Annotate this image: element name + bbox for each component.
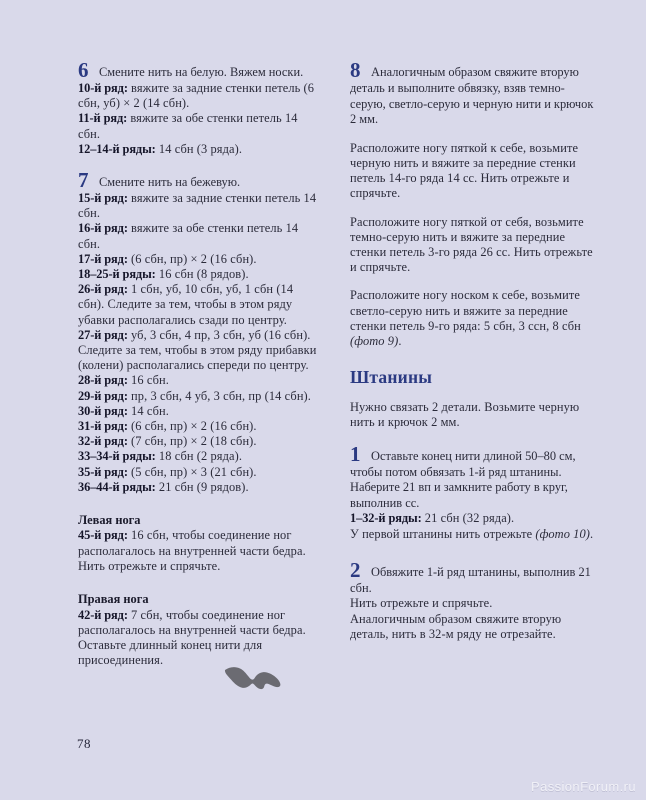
row-label: 10-й ряд: (78, 81, 128, 95)
spacer (350, 202, 594, 215)
shtaniny-step-2-intro (350, 557, 594, 597)
step-8-paragraph-photo (350, 288, 594, 349)
row-label: 15-й ряд: (78, 191, 128, 206)
step-6-intro-text: Смените нить на белую. Вяжем носки. (99, 65, 304, 79)
row-entry (78, 111, 322, 141)
spacer (78, 574, 322, 592)
paragraph-main-text: Расположите ногу носком к себе, возьмите светло-серую нить и вяжите за передние стенки петель 9-го ряда: 5 сбн, 3 ссн, 8 сбн (350, 288, 581, 333)
paragraph-end: . (590, 526, 594, 541)
shtaniny-intro: Нужно связать 2 детали. Возьмите черную нить и крючок 2 мм. (350, 400, 580, 430)
page-number: 78 (77, 736, 91, 751)
row-entry (78, 465, 322, 480)
right-column (350, 60, 594, 660)
spacer (350, 349, 594, 367)
step-8-intro (350, 60, 594, 128)
spacer (350, 387, 594, 400)
left-leg-block (78, 513, 322, 574)
row-text: вяжите за задние стенки петель (6 сбн, уб) × 2 (14 сбн). (78, 81, 315, 111)
row-label: 36–44-й ряды: (78, 479, 156, 494)
right-leg-extra: Оставьте длинный конец нити для присоединения. (78, 637, 263, 668)
row-label: 31-й ряд: (78, 419, 128, 434)
right-leg-heading: Правая нога (78, 592, 149, 607)
row-text: 16 сбн. (127, 373, 169, 388)
shtaniny-step-block-2 (350, 557, 594, 642)
row-entry (78, 449, 322, 464)
shtaniny-step-2-line: Нить отрежьте и спрячьте. (350, 596, 493, 611)
row-text: 21 сбн (9 рядов). (155, 479, 249, 494)
row-text: (6 сбн, пр) × 2 (16 сбн). (127, 419, 257, 434)
row-entry (78, 328, 322, 374)
spacer (78, 495, 322, 513)
shtaniny-step-2-line: Аналогичным образом свяжите вторую деталь, нить в 32-м ряду не отрезайте. (350, 611, 562, 641)
row-label: 27-й ряд: (78, 327, 128, 342)
photo-reference: (фото 10) (535, 526, 591, 541)
row-entry (78, 252, 322, 267)
step-8-paragraph: Расположите ногу пяткой от себя, возьмите темно-серую нить и вяжите за передние стенки петель 3-го ряда 26 сс. Нить отрежьте и спрячьте. (350, 214, 593, 275)
row-label: 30-й ряд: (78, 403, 128, 418)
row-entry (78, 282, 322, 328)
spacer (350, 128, 594, 141)
row-entry (78, 419, 322, 434)
right-leg-block (78, 592, 322, 668)
photo-reference: (фото 9) (350, 334, 399, 349)
row-label: 42-й ряд: (78, 607, 128, 622)
step-block-8 (350, 60, 594, 128)
paragraph-end: . (398, 334, 402, 349)
row-label: 11-й ряд: (78, 111, 128, 126)
step-number-1: 1 (350, 441, 361, 466)
row-label: 16-й ряд: (78, 221, 128, 236)
shtaniny-step-1-intro (350, 441, 594, 512)
step-6-intro (78, 60, 322, 81)
step-number-7: 7 (78, 168, 89, 193)
shtaniny-step-1-after (350, 527, 594, 542)
row-entry (78, 389, 322, 404)
paragraph-main-text: У первой штанины нить отрежьте (350, 526, 536, 541)
row-entry (78, 404, 322, 419)
row-entry (78, 608, 322, 638)
row-text: 18 сбн (2 ряда). (155, 449, 243, 464)
row-text: пр, 3 сбн, 4 уб, 3 сбн, пр (14 сбн). (127, 388, 311, 403)
row-label: 45-й ряд: (78, 528, 128, 543)
step-number-2: 2 (350, 557, 361, 582)
row-text: 1 сбн, уб, 10 сбн, уб, 1 сбн (14 сбн). Следите за тем, чтобы в этом ряду убавки располагались сзади по центру. (78, 282, 294, 327)
left-column (78, 58, 322, 668)
row-entry (350, 511, 594, 526)
shtaniny-step-block-1 (350, 441, 594, 542)
step-number-8: 8 (350, 58, 361, 82)
step-7-intro-text: Смените нить на бежевую. (99, 175, 241, 190)
row-entry (78, 373, 322, 388)
row-text: 16 сбн (8 рядов). (155, 267, 249, 282)
step-number-6: 6 (78, 58, 89, 82)
row-text: 16 сбн, чтобы соединение ног располагалось на внутренней части бедра. (78, 528, 306, 558)
row-entry (78, 142, 322, 157)
row-text: вяжите за задние стенки петель 14 сбн. (78, 191, 317, 221)
row-entry (78, 221, 322, 251)
shtaniny-step-1-intro-text: Оставьте конец нити длиной 50–80 см, чтобы потом обвязать 1-й ряд штанины. Наберите 21 вп и замкните работу в круг, выполнив сс. (350, 448, 576, 510)
spacer (350, 275, 594, 288)
row-text: 7 сбн, чтобы соединение ног располагалось на внутренней части бедра. (78, 607, 306, 637)
step-block-6 (78, 60, 322, 157)
row-text: (6 сбн, пр) × 2 (16 сбн). (127, 251, 257, 266)
bat-silhouette-icon (222, 663, 284, 697)
watermark: PassionForum.ru (531, 779, 636, 794)
row-label: 35-й ряд: (78, 464, 128, 479)
row-text: 14 сбн (3 ряда). (155, 141, 243, 156)
step-block-7 (78, 170, 322, 495)
left-leg-extra: Нить отрежьте и спрячьте. (78, 558, 221, 573)
row-label: 32-й ряд: (78, 434, 128, 449)
row-text: (7 сбн, пр) × 2 (18 сбн). (127, 434, 257, 449)
row-label: 28-й ряд: (78, 373, 128, 388)
row-text: вяжите за обе стенки петель 14 сбн. (78, 111, 298, 141)
step-8-intro-text: Аналогичным образом свяжите вторую деталь и выполните обвязку, взяв темно-серую, светло-серую и черную нити и крючок 2 мм. (350, 65, 594, 127)
row-entry (78, 480, 322, 495)
row-text: (5 сбн, пр) × 3 (21 сбн). (127, 464, 257, 479)
shtaniny-step-2-intro-text: Обвяжите 1-й ряд штанины, выполнив 21 сбн. (350, 564, 591, 595)
row-label: 12–14-й ряды: (78, 141, 156, 156)
row-label: 18–25-й ряды: (78, 267, 156, 282)
row-text: уб, 3 сбн, 4 пр, 3 сбн, уб (16 сбн). Следите за тем, чтобы в этом ряду прибавки (колени) располагались спереди по центру. (78, 327, 317, 373)
row-text: 14 сбн. (127, 403, 169, 418)
row-label: 26-й ряд: (78, 282, 128, 297)
row-label: 29-й ряд: (78, 388, 128, 403)
step-7-intro (78, 170, 322, 191)
spacer (350, 542, 594, 560)
row-text: вяжите за обе стенки петель 14 сбн. (78, 221, 299, 251)
step-8-paragraph: Расположите ногу пяткой к себе, возьмите черную нить и вяжите за передние стенки петель 14-го ряда 14 сс. Нить отрежьте и спрячьте. (350, 140, 579, 201)
row-text: 21 сбн (32 ряда). (421, 511, 515, 526)
section-heading-shtaniny: Штанины (350, 367, 433, 388)
row-label: 17-й ряд: (78, 251, 128, 266)
left-leg-heading: Левая нога (78, 513, 141, 528)
spacer (78, 157, 322, 170)
row-entry (78, 528, 322, 558)
row-label: 33–34-й ряды: (78, 449, 156, 464)
row-entry (78, 267, 322, 282)
spacer (350, 431, 594, 444)
row-entry (78, 81, 322, 111)
row-entry (78, 191, 322, 221)
row-entry (78, 434, 322, 449)
row-label: 1–32-й ряды: (350, 511, 422, 526)
